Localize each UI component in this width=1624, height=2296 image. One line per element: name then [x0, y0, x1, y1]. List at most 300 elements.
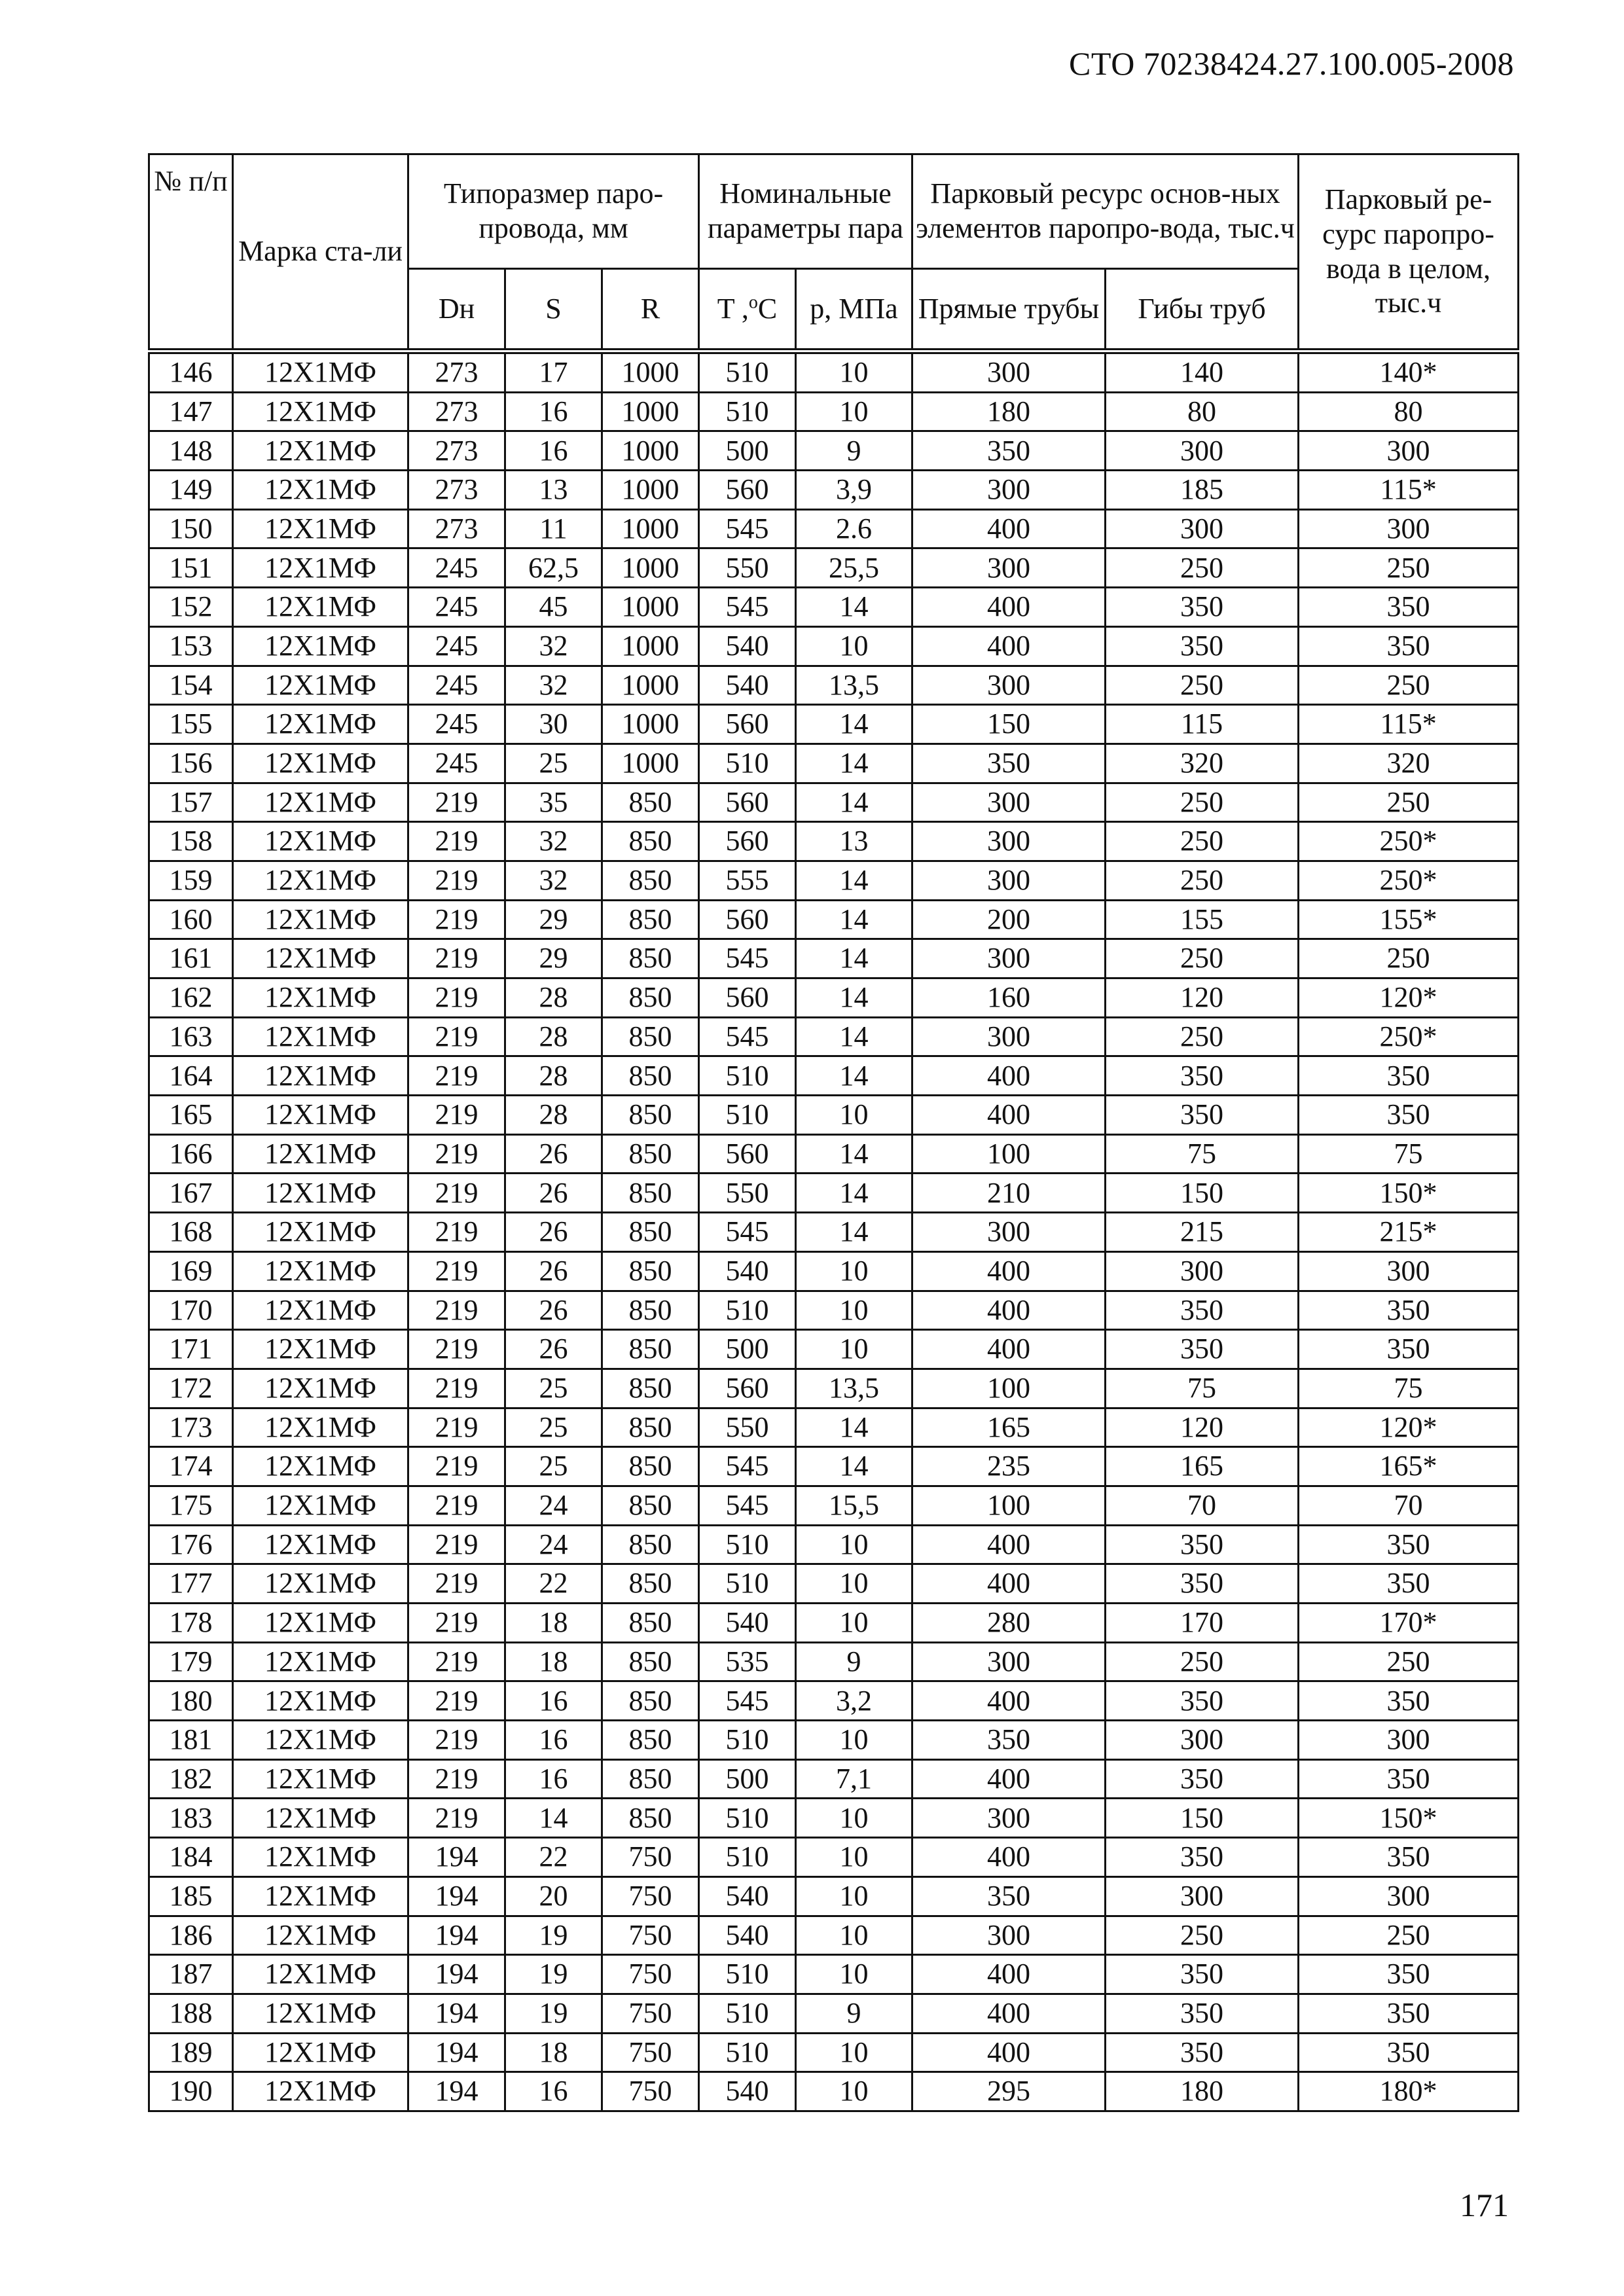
cell-wall-thickness: 62,5 [505, 548, 602, 588]
cell-temperature: 550 [699, 1174, 796, 1213]
cell-pressure: 2.6 [796, 509, 912, 548]
cell-wall-thickness: 28 [505, 1056, 602, 1096]
cell-temperature: 545 [699, 1447, 796, 1486]
cell-bends-resource: 250 [1106, 822, 1299, 861]
cell-row-num: 158 [149, 822, 233, 861]
cell-wall-thickness: 16 [505, 1721, 602, 1760]
cell-total-resource: 300 [1299, 1876, 1519, 1916]
cell-total-resource: 350 [1299, 1056, 1519, 1096]
cell-temperature: 540 [699, 626, 796, 666]
cell-temperature: 540 [699, 1604, 796, 1643]
cell-steel-grade: 12Х1МФ [233, 626, 408, 666]
cell-pressure: 14 [796, 744, 912, 783]
cell-row-num: 181 [149, 1721, 233, 1760]
cell-temperature: 510 [699, 744, 796, 783]
cell-pressure: 10 [796, 1604, 912, 1643]
cell-steel-grade: 12Х1МФ [233, 1291, 408, 1330]
cell-pressure: 9 [796, 431, 912, 471]
cell-pressure: 13,5 [796, 1369, 912, 1408]
cell-straight-pipes-resource: 300 [912, 1916, 1106, 1955]
table-row [149, 1838, 1519, 1877]
cell-pressure: 14 [796, 705, 912, 744]
cell-bends-resource: 250 [1106, 861, 1299, 900]
cell-temperature: 550 [699, 1408, 796, 1447]
cell-row-num: 156 [149, 744, 233, 783]
table-row [149, 1096, 1519, 1135]
cell-bend-radius: 850 [602, 1604, 699, 1643]
cell-bend-radius: 850 [602, 1056, 699, 1096]
cell-steel-grade: 12Х1МФ [233, 1916, 408, 1955]
cell-dn: 194 [408, 2033, 505, 2072]
cell-straight-pipes-resource: 200 [912, 900, 1106, 939]
cell-total-resource: 350 [1299, 1330, 1519, 1369]
cell-steel-grade: 12Х1МФ [233, 351, 408, 393]
cell-bends-resource: 300 [1106, 1721, 1299, 1760]
cell-bends-resource: 250 [1106, 1916, 1299, 1955]
table-row [149, 1955, 1519, 1994]
table-row [149, 1486, 1519, 1525]
cell-straight-pipes-resource: 235 [912, 1447, 1106, 1486]
cell-bend-radius: 1000 [602, 431, 699, 471]
cell-wall-thickness: 17 [505, 351, 602, 393]
cell-row-num: 163 [149, 1017, 233, 1056]
table-header [149, 154, 1519, 351]
cell-row-num: 182 [149, 1759, 233, 1799]
cell-total-resource: 350 [1299, 2033, 1519, 2072]
cell-total-resource: 350 [1299, 1994, 1519, 2033]
cell-dn: 219 [408, 900, 505, 939]
cell-wall-thickness: 24 [505, 1525, 602, 1564]
cell-steel-grade: 12Х1МФ [233, 1642, 408, 1681]
cell-wall-thickness: 28 [505, 1096, 602, 1135]
cell-total-resource: 350 [1299, 1759, 1519, 1799]
cell-pressure: 14 [796, 900, 912, 939]
cell-pressure: 10 [796, 1955, 912, 1994]
cell-row-num: 179 [149, 1642, 233, 1681]
cell-wall-thickness: 45 [505, 588, 602, 627]
cell-temperature: 510 [699, 392, 796, 431]
header-total-resource: Парковый ре-сурс паропро-вода в целом, тыс.ч [1299, 154, 1519, 351]
cell-pressure: 14 [796, 1056, 912, 1096]
table-row [149, 1876, 1519, 1916]
cell-bends-resource: 350 [1106, 1330, 1299, 1369]
cell-straight-pipes-resource: 300 [912, 939, 1106, 978]
cell-row-num: 152 [149, 588, 233, 627]
cell-straight-pipes-resource: 400 [912, 1681, 1106, 1721]
cell-row-num: 154 [149, 666, 233, 705]
table-row [149, 351, 1519, 393]
cell-row-num: 166 [149, 1134, 233, 1174]
cell-straight-pipes-resource: 400 [912, 1955, 1106, 1994]
cell-steel-grade: 12Х1МФ [233, 900, 408, 939]
cell-dn: 219 [408, 939, 505, 978]
cell-dn: 194 [408, 1955, 505, 1994]
cell-wall-thickness: 25 [505, 1369, 602, 1408]
cell-wall-thickness: 32 [505, 822, 602, 861]
cell-steel-grade: 12Х1МФ [233, 861, 408, 900]
cell-temperature: 545 [699, 1486, 796, 1525]
cell-wall-thickness: 13 [505, 471, 602, 510]
cell-straight-pipes-resource: 400 [912, 1838, 1106, 1877]
cell-dn: 273 [408, 509, 505, 548]
cell-row-num: 149 [149, 471, 233, 510]
cell-bends-resource: 70 [1106, 1486, 1299, 1525]
cell-dn: 219 [408, 1486, 505, 1525]
cell-wall-thickness: 25 [505, 1447, 602, 1486]
cell-total-resource: 250 [1299, 1642, 1519, 1681]
cell-pressure: 15,5 [796, 1486, 912, 1525]
cell-dn: 273 [408, 471, 505, 510]
cell-steel-grade: 12Х1МФ [233, 471, 408, 510]
cell-bend-radius: 1000 [602, 509, 699, 548]
cell-straight-pipes-resource: 400 [912, 2033, 1106, 2072]
cell-dn: 219 [408, 1721, 505, 1760]
cell-temperature: 510 [699, 1994, 796, 2033]
cell-dn: 219 [408, 1096, 505, 1135]
cell-row-num: 186 [149, 1916, 233, 1955]
resource-table-container [148, 153, 1517, 2112]
cell-dn: 219 [408, 1447, 505, 1486]
cell-straight-pipes-resource: 300 [912, 471, 1106, 510]
cell-straight-pipes-resource: 400 [912, 1564, 1106, 1604]
table-row [149, 1330, 1519, 1369]
cell-temperature: 500 [699, 1759, 796, 1799]
cell-temperature: 510 [699, 1291, 796, 1330]
cell-total-resource: 150* [1299, 1799, 1519, 1838]
cell-row-num: 173 [149, 1408, 233, 1447]
cell-steel-grade: 12Х1МФ [233, 1721, 408, 1760]
cell-bend-radius: 850 [602, 861, 699, 900]
cell-bends-resource: 165 [1106, 1447, 1299, 1486]
cell-steel-grade: 12Х1МФ [233, 1876, 408, 1916]
cell-temperature: 540 [699, 1876, 796, 1916]
cell-row-num: 180 [149, 1681, 233, 1721]
cell-bends-resource: 300 [1106, 509, 1299, 548]
cell-temperature: 560 [699, 822, 796, 861]
cell-total-resource: 350 [1299, 626, 1519, 666]
cell-wall-thickness: 26 [505, 1330, 602, 1369]
cell-bend-radius: 750 [602, 1916, 699, 1955]
cell-pressure: 7,1 [796, 1759, 912, 1799]
cell-wall-thickness: 30 [505, 705, 602, 744]
cell-pressure: 13,5 [796, 666, 912, 705]
cell-bend-radius: 850 [602, 1486, 699, 1525]
cell-wall-thickness: 24 [505, 1486, 602, 1525]
cell-dn: 245 [408, 666, 505, 705]
cell-dn: 245 [408, 588, 505, 627]
cell-pressure: 10 [796, 1876, 912, 1916]
cell-temperature: 545 [699, 1017, 796, 1056]
cell-bend-radius: 850 [602, 1017, 699, 1056]
header-temperature [699, 269, 796, 351]
cell-steel-grade: 12Х1МФ [233, 1525, 408, 1564]
cell-bends-resource: 80 [1106, 392, 1299, 431]
cell-total-resource: 350 [1299, 1838, 1519, 1877]
cell-bends-resource: 250 [1106, 939, 1299, 978]
table-row [149, 1134, 1519, 1174]
cell-temperature: 540 [699, 2072, 796, 2111]
cell-wall-thickness: 19 [505, 1955, 602, 1994]
table-row [149, 1017, 1519, 1056]
cell-straight-pipes-resource: 300 [912, 822, 1106, 861]
cell-bend-radius: 750 [602, 1994, 699, 2033]
cell-temperature: 560 [699, 471, 796, 510]
cell-pressure: 10 [796, 2033, 912, 2072]
cell-steel-grade: 12Х1МФ [233, 1799, 408, 1838]
table-row [149, 509, 1519, 548]
cell-dn: 219 [408, 1291, 505, 1330]
cell-row-num: 177 [149, 1564, 233, 1604]
cell-steel-grade: 12Х1МФ [233, 1955, 408, 1994]
cell-total-resource: 350 [1299, 1291, 1519, 1330]
cell-steel-grade: 12Х1МФ [233, 1604, 408, 1643]
cell-row-num: 162 [149, 978, 233, 1018]
cell-straight-pipes-resource: 300 [912, 1642, 1106, 1681]
cell-total-resource: 170* [1299, 1604, 1519, 1643]
cell-straight-pipes-resource: 150 [912, 705, 1106, 744]
cell-bends-resource: 215 [1106, 1213, 1299, 1252]
table-row [149, 1213, 1519, 1252]
cell-wall-thickness: 26 [505, 1251, 602, 1291]
cell-straight-pipes-resource: 295 [912, 2072, 1106, 2111]
cell-bend-radius: 850 [602, 1642, 699, 1681]
cell-bends-resource: 250 [1106, 1642, 1299, 1681]
cell-bend-radius: 750 [602, 1838, 699, 1877]
cell-pressure: 10 [796, 1799, 912, 1838]
table-row [149, 705, 1519, 744]
cell-dn: 194 [408, 1838, 505, 1877]
cell-bend-radius: 850 [602, 1330, 699, 1369]
resource-table [148, 153, 1519, 2112]
cell-bends-resource: 350 [1106, 1525, 1299, 1564]
cell-dn: 219 [408, 1604, 505, 1643]
cell-bend-radius: 850 [602, 1799, 699, 1838]
cell-row-num: 153 [149, 626, 233, 666]
cell-bend-radius: 850 [602, 1681, 699, 1721]
cell-row-num: 157 [149, 783, 233, 822]
cell-total-resource: 215* [1299, 1213, 1519, 1252]
header-params-group: Номинальные параметры пара [699, 154, 912, 269]
cell-pressure: 10 [796, 1916, 912, 1955]
cell-pressure: 14 [796, 939, 912, 978]
cell-row-num: 170 [149, 1291, 233, 1330]
cell-straight-pipes-resource: 300 [912, 666, 1106, 705]
cell-bend-radius: 850 [602, 1291, 699, 1330]
cell-steel-grade: 12Х1МФ [233, 822, 408, 861]
cell-total-resource: 350 [1299, 1096, 1519, 1135]
cell-bend-radius: 750 [602, 2072, 699, 2111]
cell-total-resource: 300 [1299, 1721, 1519, 1760]
cell-straight-pipes-resource: 280 [912, 1604, 1106, 1643]
header-r: R [602, 269, 699, 351]
cell-bends-resource: 320 [1106, 744, 1299, 783]
document-code: СТО 70238424.27.100.005-2008 [1069, 45, 1514, 82]
cell-dn: 219 [408, 978, 505, 1018]
cell-wall-thickness: 16 [505, 431, 602, 471]
table-row [149, 392, 1519, 431]
cell-total-resource: 350 [1299, 1681, 1519, 1721]
cell-steel-grade: 12Х1МФ [233, 509, 408, 548]
cell-dn: 245 [408, 626, 505, 666]
cell-pressure: 14 [796, 1408, 912, 1447]
cell-dn: 194 [408, 1876, 505, 1916]
cell-total-resource: 115* [1299, 705, 1519, 744]
cell-wall-thickness: 22 [505, 1838, 602, 1877]
cell-row-num: 174 [149, 1447, 233, 1486]
table-row [149, 1994, 1519, 2033]
cell-temperature: 510 [699, 1056, 796, 1096]
cell-wall-thickness: 26 [505, 1291, 602, 1330]
table-row [149, 1799, 1519, 1838]
cell-pressure: 14 [796, 861, 912, 900]
cell-bends-resource: 250 [1106, 666, 1299, 705]
cell-dn: 219 [408, 1525, 505, 1564]
cell-temperature: 510 [699, 1955, 796, 1994]
cell-steel-grade: 12Х1МФ [233, 1369, 408, 1408]
cell-temperature: 510 [699, 1799, 796, 1838]
cell-bend-radius: 1000 [602, 588, 699, 627]
table-row [149, 1056, 1519, 1096]
cell-straight-pipes-resource: 400 [912, 588, 1106, 627]
cell-straight-pipes-resource: 400 [912, 1994, 1106, 2033]
table-row [149, 666, 1519, 705]
table-row [149, 1408, 1519, 1447]
cell-row-num: 169 [149, 1251, 233, 1291]
cell-pressure: 14 [796, 1447, 912, 1486]
cell-pressure: 10 [796, 1525, 912, 1564]
cell-total-resource: 180* [1299, 2072, 1519, 2111]
cell-pressure: 13 [796, 822, 912, 861]
cell-dn: 219 [408, 1799, 505, 1838]
cell-dn: 245 [408, 744, 505, 783]
cell-bends-resource: 180 [1106, 2072, 1299, 2111]
table-row [149, 2072, 1519, 2111]
cell-dn: 194 [408, 2072, 505, 2111]
cell-row-num: 187 [149, 1955, 233, 1994]
cell-straight-pipes-resource: 100 [912, 1486, 1106, 1525]
cell-dn: 219 [408, 1134, 505, 1174]
cell-pressure: 14 [796, 588, 912, 627]
cell-bend-radius: 850 [602, 822, 699, 861]
cell-steel-grade: 12Х1МФ [233, 744, 408, 783]
cell-dn: 219 [408, 1056, 505, 1096]
cell-total-resource: 140* [1299, 351, 1519, 393]
cell-total-resource: 350 [1299, 588, 1519, 627]
cell-steel-grade: 12Х1МФ [233, 1838, 408, 1877]
cell-pressure: 10 [796, 1564, 912, 1604]
cell-pressure: 10 [796, 1330, 912, 1369]
table-row [149, 1681, 1519, 1721]
cell-bends-resource: 140 [1106, 351, 1299, 393]
cell-total-resource: 250* [1299, 1017, 1519, 1056]
cell-wall-thickness: 25 [505, 744, 602, 783]
cell-total-resource: 115* [1299, 471, 1519, 510]
table-row [149, 861, 1519, 900]
cell-straight-pipes-resource: 160 [912, 978, 1106, 1018]
cell-bend-radius: 850 [602, 1759, 699, 1799]
cell-dn: 219 [408, 1251, 505, 1291]
cell-pressure: 14 [796, 978, 912, 1018]
cell-temperature: 545 [699, 1681, 796, 1721]
cell-dn: 219 [408, 1330, 505, 1369]
cell-row-num: 147 [149, 392, 233, 431]
cell-temperature: 540 [699, 1251, 796, 1291]
cell-row-num: 161 [149, 939, 233, 978]
header-elements-group: Парковый ресурс основ-ных элементов паропро-вода, тыс.ч [912, 154, 1299, 269]
cell-bends-resource: 350 [1106, 2033, 1299, 2072]
cell-bends-resource: 350 [1106, 1056, 1299, 1096]
header-steel-grade: Марка ста-ли [233, 154, 408, 351]
cell-wall-thickness: 20 [505, 1876, 602, 1916]
cell-pressure: 10 [796, 1838, 912, 1877]
cell-bend-radius: 1000 [602, 392, 699, 431]
table-row [149, 1174, 1519, 1213]
cell-steel-grade: 12Х1МФ [233, 1174, 408, 1213]
cell-bend-radius: 750 [602, 1955, 699, 1994]
cell-steel-grade: 12Х1МФ [233, 1213, 408, 1252]
cell-bends-resource: 350 [1106, 1994, 1299, 2033]
cell-straight-pipes-resource: 300 [912, 548, 1106, 588]
cell-total-resource: 80 [1299, 392, 1519, 431]
cell-temperature: 560 [699, 978, 796, 1018]
cell-bend-radius: 850 [602, 1096, 699, 1135]
cell-straight-pipes-resource: 350 [912, 744, 1106, 783]
cell-steel-grade: 12Х1МФ [233, 1759, 408, 1799]
cell-straight-pipes-resource: 350 [912, 1721, 1106, 1760]
cell-temperature: 540 [699, 1916, 796, 1955]
cell-dn: 219 [408, 1681, 505, 1721]
cell-steel-grade: 12Х1МФ [233, 2072, 408, 2111]
cell-row-num: 183 [149, 1799, 233, 1838]
cell-row-num: 185 [149, 1876, 233, 1916]
cell-dn: 219 [408, 1642, 505, 1681]
cell-steel-grade: 12Х1МФ [233, 978, 408, 1018]
cell-bends-resource: 250 [1106, 1017, 1299, 1056]
cell-bend-radius: 850 [602, 978, 699, 1018]
cell-temperature: 560 [699, 1369, 796, 1408]
cell-row-num: 165 [149, 1096, 233, 1135]
cell-wall-thickness: 28 [505, 978, 602, 1018]
cell-bends-resource: 350 [1106, 1564, 1299, 1604]
cell-dn: 194 [408, 1916, 505, 1955]
cell-row-num: 176 [149, 1525, 233, 1564]
cell-wall-thickness: 18 [505, 1642, 602, 1681]
cell-bend-radius: 750 [602, 2033, 699, 2072]
cell-total-resource: 250* [1299, 822, 1519, 861]
table-row [149, 1251, 1519, 1291]
cell-bend-radius: 850 [602, 1174, 699, 1213]
header-dn: Dн [408, 269, 505, 351]
cell-bend-radius: 850 [602, 783, 699, 822]
cell-row-num: 151 [149, 548, 233, 588]
cell-total-resource: 250 [1299, 939, 1519, 978]
cell-temperature: 555 [699, 861, 796, 900]
cell-row-num: 168 [149, 1213, 233, 1252]
cell-dn: 245 [408, 705, 505, 744]
cell-dn: 219 [408, 1213, 505, 1252]
cell-straight-pipes-resource: 300 [912, 1213, 1106, 1252]
cell-bends-resource: 75 [1106, 1369, 1299, 1408]
header-temperature-unit: C [757, 292, 778, 325]
cell-straight-pipes-resource: 300 [912, 1017, 1106, 1056]
cell-wall-thickness: 25 [505, 1408, 602, 1447]
cell-bend-radius: 1000 [602, 351, 699, 393]
cell-dn: 219 [408, 1408, 505, 1447]
cell-row-num: 178 [149, 1604, 233, 1643]
cell-straight-pipes-resource: 350 [912, 431, 1106, 471]
cell-bends-resource: 350 [1106, 1096, 1299, 1135]
cell-bends-resource: 300 [1106, 1876, 1299, 1916]
